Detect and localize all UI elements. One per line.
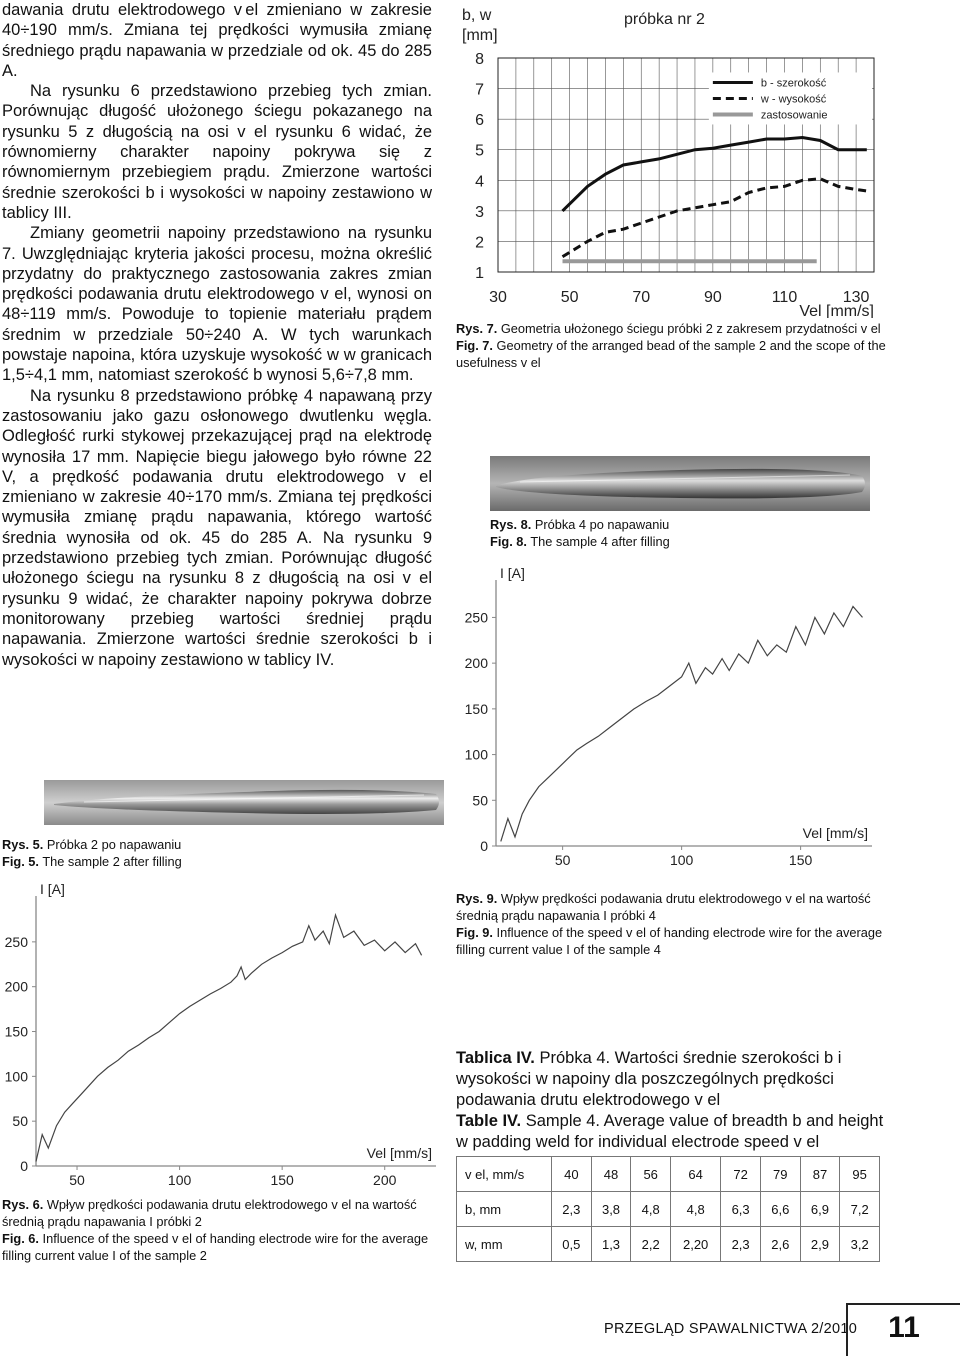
fig9-current-chart-svg	[456, 560, 876, 872]
table-cell: 1,3	[591, 1227, 631, 1262]
table-cell: 6,3	[721, 1192, 761, 1227]
legend-label: zastosowanie	[760, 109, 828, 122]
table-cell: 3,8	[591, 1192, 631, 1227]
y-tick-label: 150	[4, 1023, 28, 1040]
x-tick-label: 50	[554, 852, 571, 868]
y-tick-label: 3	[475, 203, 484, 221]
legend-label: w - wysokość	[760, 93, 827, 106]
table-cell: 40	[552, 1157, 592, 1192]
x-tick-label: 100	[669, 852, 694, 868]
y-tick-label: 250	[464, 609, 488, 626]
page-number: 11	[888, 1311, 920, 1344]
table-cell: 56	[631, 1157, 671, 1192]
x-axis-label: Vel [mm/s]	[366, 1145, 432, 1161]
y-tick-label: 1	[475, 265, 484, 282]
y-tick-label: 100	[4, 1068, 28, 1085]
x-tick-label: 110	[771, 289, 798, 306]
y-tick-label: 50	[12, 1113, 28, 1130]
x-tick-label: 90	[703, 289, 722, 306]
fig8-caption	[490, 516, 910, 550]
fig6-caption-en: Fig. 6. Influence of the speed v el of handing electrode wire for the average filling current value I of the sample 2	[2, 1231, 429, 1263]
y-axis-unit: [mm]	[462, 27, 498, 44]
paragraph-3: Zmiany geometrii napoiny przedstawiono na rysunku 7. Uwzględniając kryteria jakości procesu, można określić przydatny do praktycznego zastosowania zakres zmian prędkości podawania drutu elektrodowego v el, wynosi on 48÷119 mm/s. Powoduje to topienie materiału prądem średnim w przedziale 50÷240 A. W tych warunkach powstaje napoina, która uzyskuje wysokość w w granicach 1,5÷4,1 mm, natomiast szerokość b wynosi 5,6÷7,8 mm.	[2, 224, 432, 385]
fig6-caption	[2, 1196, 434, 1264]
y-axis-label: I [A]	[40, 881, 65, 897]
row-label: w, mm	[457, 1227, 552, 1262]
table-cell: 2,20	[671, 1227, 721, 1262]
journal-title: PRZEGLĄD SPAWALNICTWA 2/2010	[604, 1321, 858, 1337]
table-body	[457, 1157, 880, 1262]
fig9-caption-pl: Rys. 9. Wpływ prędkości podawania drutu elektrodowego v el na wartość średnią prądu napawania I próbki 4	[456, 891, 871, 923]
y-tick-label: 2	[475, 234, 484, 252]
x-tick-label: 100	[167, 1172, 192, 1188]
y-tick-label: 50	[472, 792, 488, 809]
weld-bead-sample2-image	[44, 780, 444, 825]
x-tick-label: 150	[270, 1172, 294, 1188]
fig5-photo	[44, 780, 444, 825]
table-cell: 6,9	[800, 1192, 840, 1227]
current-series-line	[36, 915, 422, 1162]
x-tick-label: 200	[373, 1172, 397, 1188]
fig5-caption-pl: Rys. 5. Próbka 2 po napawaniu	[2, 837, 182, 852]
table-cell: 2,6	[760, 1227, 800, 1262]
paragraph-4: Na rysunku 8 przedstawiono próbkę 4 napawaną przy zastosowaniu jako gazu osłonowego dwutlenku węgla. Odległość rurki stykowej przekazującej prąd na elektrodę wynosiła 17 mm. Napięcie biegu jałowego było równe 22 V, a prędkość podawania drutu elektrodowego v el zmieniano w zakresie 40÷170 mm/s. Zmiana tej prędkości wymusiła zmianę prądu napawania, którego wartość średnia wynosiła od ok. 45 do 285 A. Na rysunku 9 przedstawiono przebieg tych zmian. Porównując długość ułożonego ściegu na rysunku 8 z długością na osi v el rysunku 9 widać, że charakter napoiny pokrywa dobrze monitorowany przebieg wartości średniej prądu napawania. Zmierzone wartości średnie szerokości b i wysokości w napoiny zestawiono w tablicy IV.	[2, 386, 432, 669]
table-iv	[456, 1156, 880, 1262]
fig6-chart	[0, 876, 440, 1188]
row-label: v el, mm/s	[457, 1157, 552, 1192]
x-tick-label: 50	[69, 1172, 85, 1188]
left-column-text	[2, 0, 432, 670]
table-cell: 2,3	[552, 1192, 592, 1227]
y-tick-label: 200	[464, 655, 488, 672]
x-axis-label: Vel [mm/s]	[799, 303, 874, 318]
paragraph-1: dawania drutu elektrodowego v el zmieniano w zakresie 40÷190 mm/s. Zmiana tej prędkości wymusiła zmianę średniego prądu napawania w przedziale od ok. 45 do 285 A.	[2, 1, 432, 80]
table-cell: 2,3	[721, 1227, 761, 1262]
fig9-caption	[456, 890, 886, 958]
table-cell: 95	[840, 1157, 880, 1192]
y-tick-label: 7	[475, 81, 484, 99]
weld-bead-sample4-image	[490, 456, 870, 511]
legend-label: b - szerokość	[760, 77, 827, 90]
y-tick-label: 100	[464, 746, 488, 763]
fig7-caption-pl: Rys. 7. Geometria ułożonego ściegu próbki 2 z zakresem przydatności v el	[456, 321, 881, 336]
table-cell: 48	[591, 1157, 631, 1192]
table-cell: 87	[800, 1157, 840, 1192]
table-cell: 4,8	[671, 1192, 721, 1227]
y-tick-label: 4	[475, 173, 484, 191]
y-axis-label: b, w	[462, 7, 492, 24]
y-tick-label: 0	[480, 838, 488, 854]
y-tick-label: 250	[4, 933, 28, 950]
table-row	[457, 1192, 880, 1227]
y-tick-label: 5	[475, 142, 484, 160]
fig9-caption-en: Fig. 9. Influence of the speed v el of handing electrode wire for the average filling current value I of the sample 4	[456, 925, 883, 957]
fig7-geometry-chart-svg	[456, 0, 960, 318]
x-tick-label: 50	[560, 289, 579, 306]
fig9-chart	[456, 560, 876, 872]
table-cell: 6,6	[760, 1192, 800, 1227]
y-tick-label: 200	[4, 978, 28, 995]
table-iv-caption	[456, 1048, 886, 1153]
page-number-box	[846, 1303, 960, 1356]
fig6-current-chart-svg	[0, 876, 440, 1188]
x-axis-label: Vel [mm/s]	[802, 825, 868, 841]
fig7-caption-en: Fig. 7. Geometry of the arranged bead of the sample 2 and the scope of the usefulness v el	[456, 338, 886, 370]
fig7-chart	[456, 0, 960, 318]
table-caption-pl: Tablica IV. Próbka 4. Wartości średnie szerokości b i wysokości w napoiny dla poszczególnych prędkości podawania drutu elektrodowego v el	[456, 1049, 842, 1109]
chart-title: próbka nr 2	[624, 11, 705, 28]
fig7-caption	[456, 320, 886, 371]
table-cell: 7,2	[840, 1192, 880, 1227]
table-cell: 79	[760, 1157, 800, 1192]
y-axis-label: I [A]	[500, 565, 525, 581]
y-tick-label: 0	[20, 1158, 28, 1174]
row-label: b, mm	[457, 1192, 552, 1227]
table-row	[457, 1157, 880, 1192]
table-cell: 72	[721, 1157, 761, 1192]
current-series-line	[501, 607, 863, 842]
y-tick-label: 150	[464, 700, 488, 717]
fig6-caption-pl: Rys. 6. Wpływ prędkości podawania drutu elektrodowego v el na wartość średnią prądu napawania I próbki 2	[2, 1197, 417, 1229]
table-cell: 64	[671, 1157, 721, 1192]
table-cell: 2,9	[800, 1227, 840, 1262]
series-width-b-line	[563, 138, 867, 211]
x-tick-label: 150	[788, 852, 813, 868]
x-tick-label: 130	[842, 289, 870, 306]
fig8-caption-en: Fig. 8. The sample 4 after filling	[490, 534, 670, 549]
y-tick-label: 8	[475, 51, 484, 68]
fig5-caption	[2, 836, 432, 870]
table-cell: 2,2	[631, 1227, 671, 1262]
x-tick-label: 30	[489, 289, 507, 306]
paragraph-2: Na rysunku 6 przedstawiono przebieg tych zmian. Porównując długość ułożonego ściegu pokazanego na rysunku 5 z długością na osi v el rysunku 6 widać, że równomierny charakter napoiny pokrywa się z równomiernym przebiegiem prądu. Zmierzone wartości średnie szerokości b i wysokości w napoiny zestawiono w tablicy III.	[2, 82, 432, 222]
x-tick-label: 70	[632, 289, 651, 306]
table-cell: 3,2	[840, 1227, 880, 1262]
table-caption-en: Table IV. Sample 4. Average value of breadth b and height w padding weld for individual electrode speed v el	[456, 1112, 884, 1151]
table-cell: 4,8	[631, 1192, 671, 1227]
y-tick-label: 6	[475, 112, 484, 130]
series-height-w-line	[563, 179, 867, 257]
fig8-photo	[490, 456, 870, 511]
fig8-caption-pl: Rys. 8. Próbka 4 po napawaniu	[490, 517, 670, 532]
table-row	[457, 1227, 880, 1262]
table-cell: 0,5	[552, 1227, 592, 1262]
fig5-caption-en: Fig. 5. The sample 2 after filling	[2, 854, 182, 869]
